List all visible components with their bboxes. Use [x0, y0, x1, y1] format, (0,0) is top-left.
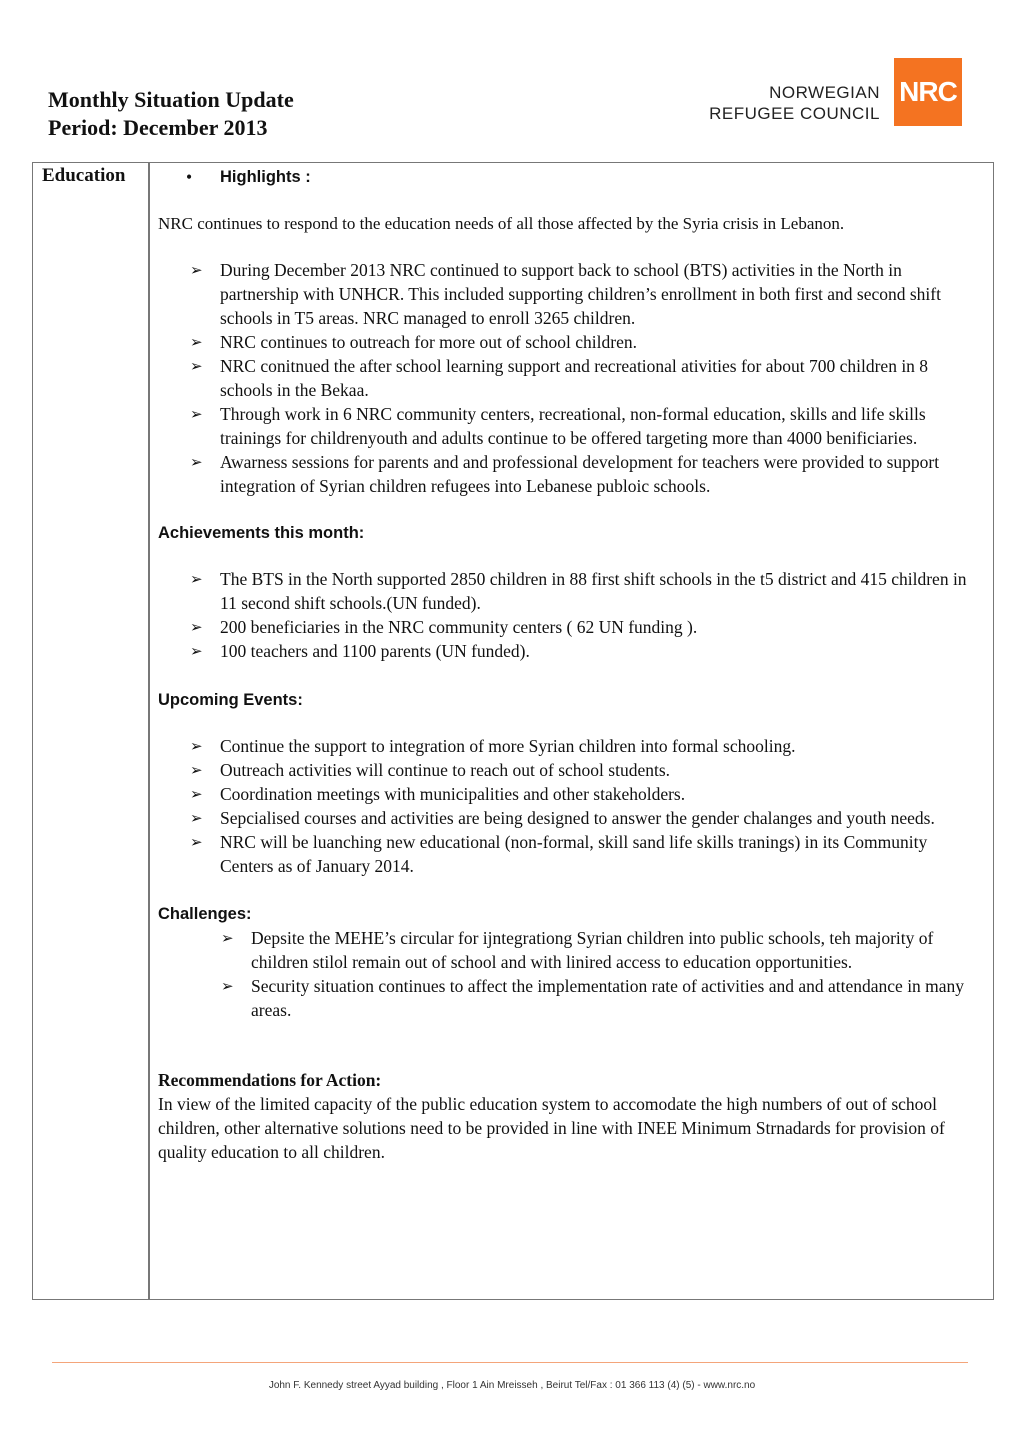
bullet-icon: •: [186, 167, 193, 187]
highlights-heading-row: [186, 165, 984, 189]
upcoming-item: [158, 830, 984, 878]
arrow-bullet-icon: ➢: [190, 642, 203, 660]
section-content: [158, 164, 984, 1164]
highlights-heading: Highlights :: [220, 168, 311, 186]
challenge-item: [158, 974, 984, 1022]
challenges-list: [158, 926, 984, 1022]
list-item-text: 200 beneficiaries in the NRC community centers ( 62 UN funding ).: [220, 617, 698, 637]
highlight-item: [158, 354, 984, 402]
achievement-item: [158, 639, 984, 663]
logo-line-2: REFUGEE COUNCIL: [709, 104, 880, 123]
arrow-bullet-icon: ➢: [190, 570, 203, 588]
arrow-bullet-icon: ➢: [190, 809, 203, 827]
list-item-text: Coordination meetings with municipalities and other stakeholders.: [220, 784, 686, 804]
highlights-intro: NRC continues to respond to the education needs of all those affected by the Syria crisis in Lebanon.: [158, 214, 845, 233]
arrow-bullet-icon: ➢: [190, 453, 203, 471]
list-item-text: Depsite the MEHE’s circular for ijntegrationg Syrian children into public schools, teh majority of children stilol remain out of school and with linired access to education opportunities.: [251, 928, 934, 972]
list-item-text: Through work in 6 NRC community centers, recreational, non-formal education, skills and life skills trainings for childrenyouth and adults continue to be offered targeting more than 4000 benificiaries.: [220, 404, 926, 448]
achievement-item: [158, 615, 984, 639]
list-item-text: Security situation continues to affect the implementation rate of activities and and attendance in many areas.: [251, 976, 965, 1020]
recommendations-heading: Recommendations for Action:: [158, 1070, 382, 1090]
document-title: [48, 86, 294, 142]
list-item-text: NRC conitnued the after school learning support and recreational ativities for about 700 children in 8 schools in the Bekaa.: [220, 356, 929, 400]
list-item-text: During December 2013 NRC continued to support back to school (BTS) activities in the North in partnership with UNHCR. This included supporting children’s enrollment in both first and second shift schools in T5 areas. NRC managed to enroll 3265 children.: [220, 260, 941, 328]
title-line-1: Monthly Situation Update: [48, 87, 294, 112]
list-item-text: Awarness sessions for parents and and professional development for teachers were provided to support integration of Syrian children refugees into Lebanese publoic schools.: [220, 452, 940, 496]
arrow-bullet-icon: ➢: [190, 785, 203, 803]
arrow-bullet-icon: ➢: [190, 405, 203, 423]
challenges-heading: Challenges:: [158, 905, 252, 923]
arrow-bullet-icon: ➢: [190, 333, 203, 351]
upcoming-item: [158, 782, 984, 806]
upcoming-heading: Upcoming Events:: [158, 691, 303, 709]
arrow-bullet-icon: ➢: [221, 929, 234, 947]
upcoming-item: [158, 806, 984, 830]
logo-line-1: NORWEGIAN: [769, 83, 880, 102]
highlight-item: [158, 402, 984, 450]
arrow-bullet-icon: ➢: [190, 618, 203, 636]
achievements-heading: Achievements this month:: [158, 524, 365, 542]
title-line-2: Period: December 2013: [48, 115, 268, 140]
list-item-text: Outreach activities will continue to reach out of school students.: [220, 760, 671, 780]
upcoming-item: [158, 758, 984, 782]
challenge-item: [158, 926, 984, 974]
list-item-text: NRC will be luanching new educational (non-formal, skill sand life skills tranings) in its Community Centers as of January 2014.: [220, 832, 928, 876]
list-item-text: Continue the support to integration of more Syrian children into formal schooling.: [220, 736, 796, 756]
achievements-list: [158, 567, 984, 663]
recommendations-text: In view of the limited capacity of the public education system to accomodate the high numbers of out of school children, other alternative solutions need to be provided in line with INEE Minimum Strnadards for provision of quality education to all children.: [158, 1094, 945, 1162]
column-divider: [148, 162, 150, 1300]
list-item-text: 100 teachers and 1100 parents (UN funded).: [220, 641, 530, 661]
logo-text: [709, 82, 880, 124]
arrow-bullet-icon: ➢: [221, 977, 234, 995]
arrow-bullet-icon: ➢: [190, 357, 203, 375]
arrow-bullet-icon: ➢: [190, 761, 203, 779]
arrow-bullet-icon: ➢: [190, 833, 203, 851]
nrc-logo: [694, 58, 962, 128]
section-label: Education: [42, 165, 126, 186]
achievement-item: [158, 567, 984, 615]
list-item-text: NRC continues to outreach for more out of school children.: [220, 332, 637, 352]
list-item-text: The BTS in the North supported 2850 children in 88 first shift schools in the t5 district and 415 children in 11 second shift schools.(UN funded).: [220, 569, 967, 613]
highlights-list: [158, 258, 984, 498]
arrow-bullet-icon: ➢: [190, 737, 203, 755]
arrow-bullet-icon: ➢: [190, 261, 203, 279]
list-item-text: Sepcialised courses and activities are being designed to answer the gender chalanges and youth needs.: [220, 808, 935, 828]
footer-divider: [52, 1362, 968, 1363]
highlight-item: [158, 330, 984, 354]
upcoming-item: [158, 734, 984, 758]
footer-address: John F. Kennedy street Ayyad building , Floor 1 Ain Mreisseh , Beirut Tel/Fax : 01 366 113 (4) (5) - www.nrc.no: [268, 1380, 756, 1391]
highlight-item: [158, 450, 984, 498]
highlight-item: [158, 258, 984, 330]
logo-mark: NRC: [894, 58, 962, 126]
upcoming-list: [158, 734, 984, 878]
